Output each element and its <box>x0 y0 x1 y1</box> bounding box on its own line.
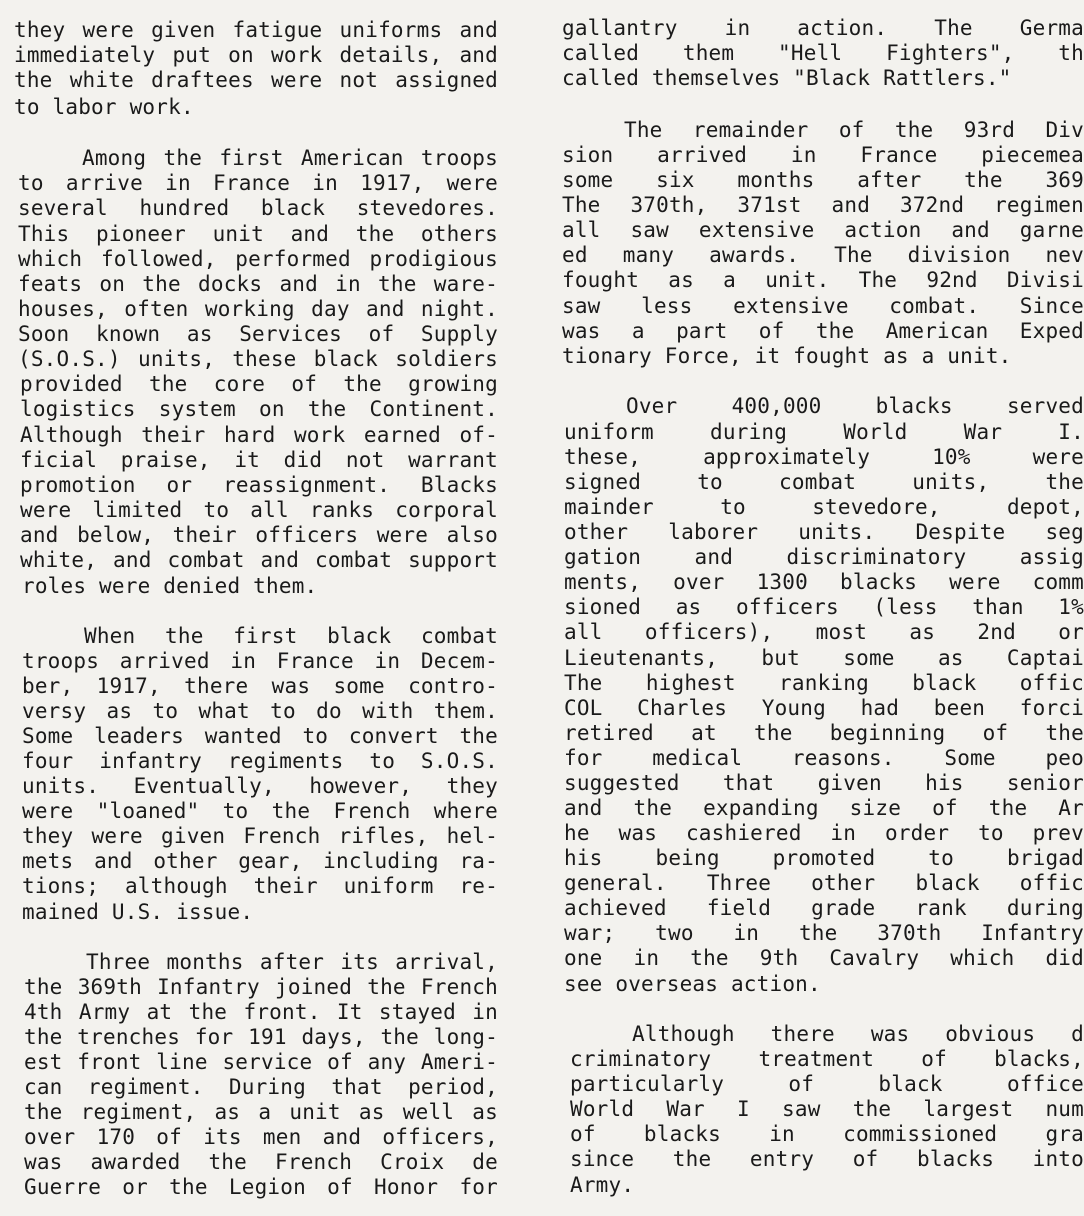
text-line: sion arrived in France piecemea <box>562 143 1084 167</box>
right-column <box>562 0 1084 1216</box>
text-line: versy as to what to do with them. <box>22 699 498 723</box>
text-line: est front line service of any Ameri- <box>24 1050 498 1074</box>
text-line: promotion or reassignment. Blacks <box>20 473 498 497</box>
text-line: ficial praise, it did not warrant <box>20 448 498 472</box>
text-line: can regiment. During that period, <box>24 1075 498 1099</box>
text-line: 4th Army at the front. It stayed in <box>24 1000 498 1024</box>
text-line: The remainder of the 93rd Div <box>624 118 1084 142</box>
text-line: his being promoted to brigad <box>564 846 1084 870</box>
text-line: tionary Force, it fought as a unit. <box>562 344 1012 368</box>
text-line: called them "Hell Fighters", th <box>562 41 1084 65</box>
text-line: mets and other gear, including ra- <box>22 849 498 873</box>
text-line: World War I saw the largest num <box>570 1097 1084 1121</box>
left-column <box>14 0 498 1216</box>
text-line: criminatory treatment of blacks, <box>570 1047 1084 1071</box>
text-line: mainder to stevedore, depot, <box>564 495 1084 519</box>
text-line: Lieutenants, but some as Captai <box>564 646 1084 670</box>
text-line: were limited to all ranks corporal <box>20 498 498 522</box>
text-line: units. Eventually, however, they <box>22 774 498 798</box>
text-line: provided the core of the growing <box>20 372 498 396</box>
text-line: war; two in the 370th Infantry <box>564 921 1084 945</box>
text-line: troops arrived in France in Decem- <box>22 649 498 673</box>
text-line: which followed, performed prodigious <box>18 247 498 271</box>
text-line: and the expanding size of the Ar <box>564 796 1084 820</box>
text-line: general. Three other black offic <box>564 871 1084 895</box>
text-line: the regiment, as a unit as well as <box>24 1100 498 1124</box>
text-line: ber, 1917, there was some contro- <box>22 674 498 698</box>
text-line: houses, often working day and night. <box>18 297 498 321</box>
text-line: uniform during World War I. <box>564 420 1084 444</box>
text-line: (S.O.S.) units, these black soldiers <box>18 347 498 371</box>
text-line: ed many awards. The division nev <box>562 243 1084 267</box>
text-line: and below, their officers were also <box>20 523 498 547</box>
text-line: was awarded the French Croix de <box>24 1150 498 1174</box>
text-line: This pioneer unit and the others <box>18 222 498 246</box>
text-line: Army. <box>570 1173 635 1197</box>
text-line: immediately put on work details, and <box>14 43 498 67</box>
text-line: The highest ranking black offic <box>564 671 1084 695</box>
text-line: one in the 9th Cavalry which did <box>564 946 1084 970</box>
text-line: to arrive in France in 1917, were <box>18 171 498 195</box>
text-line: retired at the beginning of the <box>564 721 1084 745</box>
text-line: some six months after the 369 <box>562 168 1084 192</box>
text-line: over 170 of its men and officers, <box>24 1125 498 1149</box>
text-line: Some leaders wanted to convert the <box>22 724 498 748</box>
text-line: feats on the docks and in the ware- <box>18 272 498 296</box>
text-line: was a part of the American Exped <box>562 319 1084 343</box>
text-line: Among the first American troops <box>82 146 498 170</box>
text-line: suggested that given his senior <box>564 771 1084 795</box>
text-line: roles were denied them. <box>22 574 318 598</box>
text-line: all saw extensive action and garne <box>562 218 1084 242</box>
text-line: achieved field grade rank during <box>564 896 1084 920</box>
text-line: for medical reasons. Some peo <box>564 746 1084 770</box>
text-line: ments, over 1300 blacks were comm <box>564 570 1084 594</box>
text-line: sioned as officers (less than 1% <box>564 595 1084 619</box>
text-line: Although their hard work earned of- <box>20 423 498 447</box>
text-line: saw less extensive combat. Since <box>562 294 1084 318</box>
text-line: he was cashiered in order to prev <box>564 821 1084 845</box>
text-line: called themselves "Black Rattlers." <box>562 66 1012 90</box>
text-line: several hundred black stevedores. <box>18 196 498 220</box>
text-line: white, and combat and combat support <box>20 548 498 572</box>
text-line: When the first black combat <box>84 624 498 648</box>
text-line: gation and discriminatory assig <box>564 545 1084 569</box>
text-line: particularly of black office <box>570 1072 1084 1096</box>
text-line: The 370th, 371st and 372nd regimen <box>562 193 1084 217</box>
text-line: Over 400,000 blacks served <box>626 394 1084 418</box>
text-line: these, approximately 10% were <box>564 445 1084 469</box>
text-line: since the entry of blacks into <box>570 1147 1084 1171</box>
text-line: the 369th Infantry joined the French <box>24 975 498 999</box>
text-line: the white draftees were not assigned <box>14 68 498 92</box>
text-line: were "loaned" to the French where <box>22 799 498 823</box>
text-line: they were given French rifles, hel- <box>22 824 498 848</box>
text-line: Three months after its arrival, <box>86 950 498 974</box>
text-line: mained U.S. issue. <box>22 900 254 924</box>
text-line: Although there was obvious d <box>632 1022 1084 1046</box>
text-line: other laborer units. Despite seg <box>564 520 1084 544</box>
text-line: to labor work. <box>14 95 194 119</box>
text-line: signed to combat units, the <box>564 470 1084 494</box>
text-line: logistics system on the Continent. <box>20 397 498 421</box>
text-line: fought as a unit. The 92nd Divisi <box>562 268 1084 292</box>
text-line: they were given fatigue uniforms and <box>14 18 498 42</box>
text-line: tions; although their uniform re- <box>22 874 498 898</box>
text-line: see overseas action. <box>564 972 821 996</box>
text-line: Guerre or the Legion of Honor for <box>24 1175 498 1199</box>
text-line: of blacks in commissioned gra <box>570 1122 1084 1146</box>
text-line: four infantry regiments to S.O.S. <box>22 749 498 773</box>
text-line: COL Charles Young had been forci <box>564 696 1084 720</box>
text-line: Soon known as Services of Supply <box>18 322 498 346</box>
text-line: gallantry in action. The Germa <box>562 16 1084 40</box>
text-line: all officers), most as 2nd or <box>564 620 1084 644</box>
text-line: the trenches for 191 days, the long- <box>24 1025 498 1049</box>
